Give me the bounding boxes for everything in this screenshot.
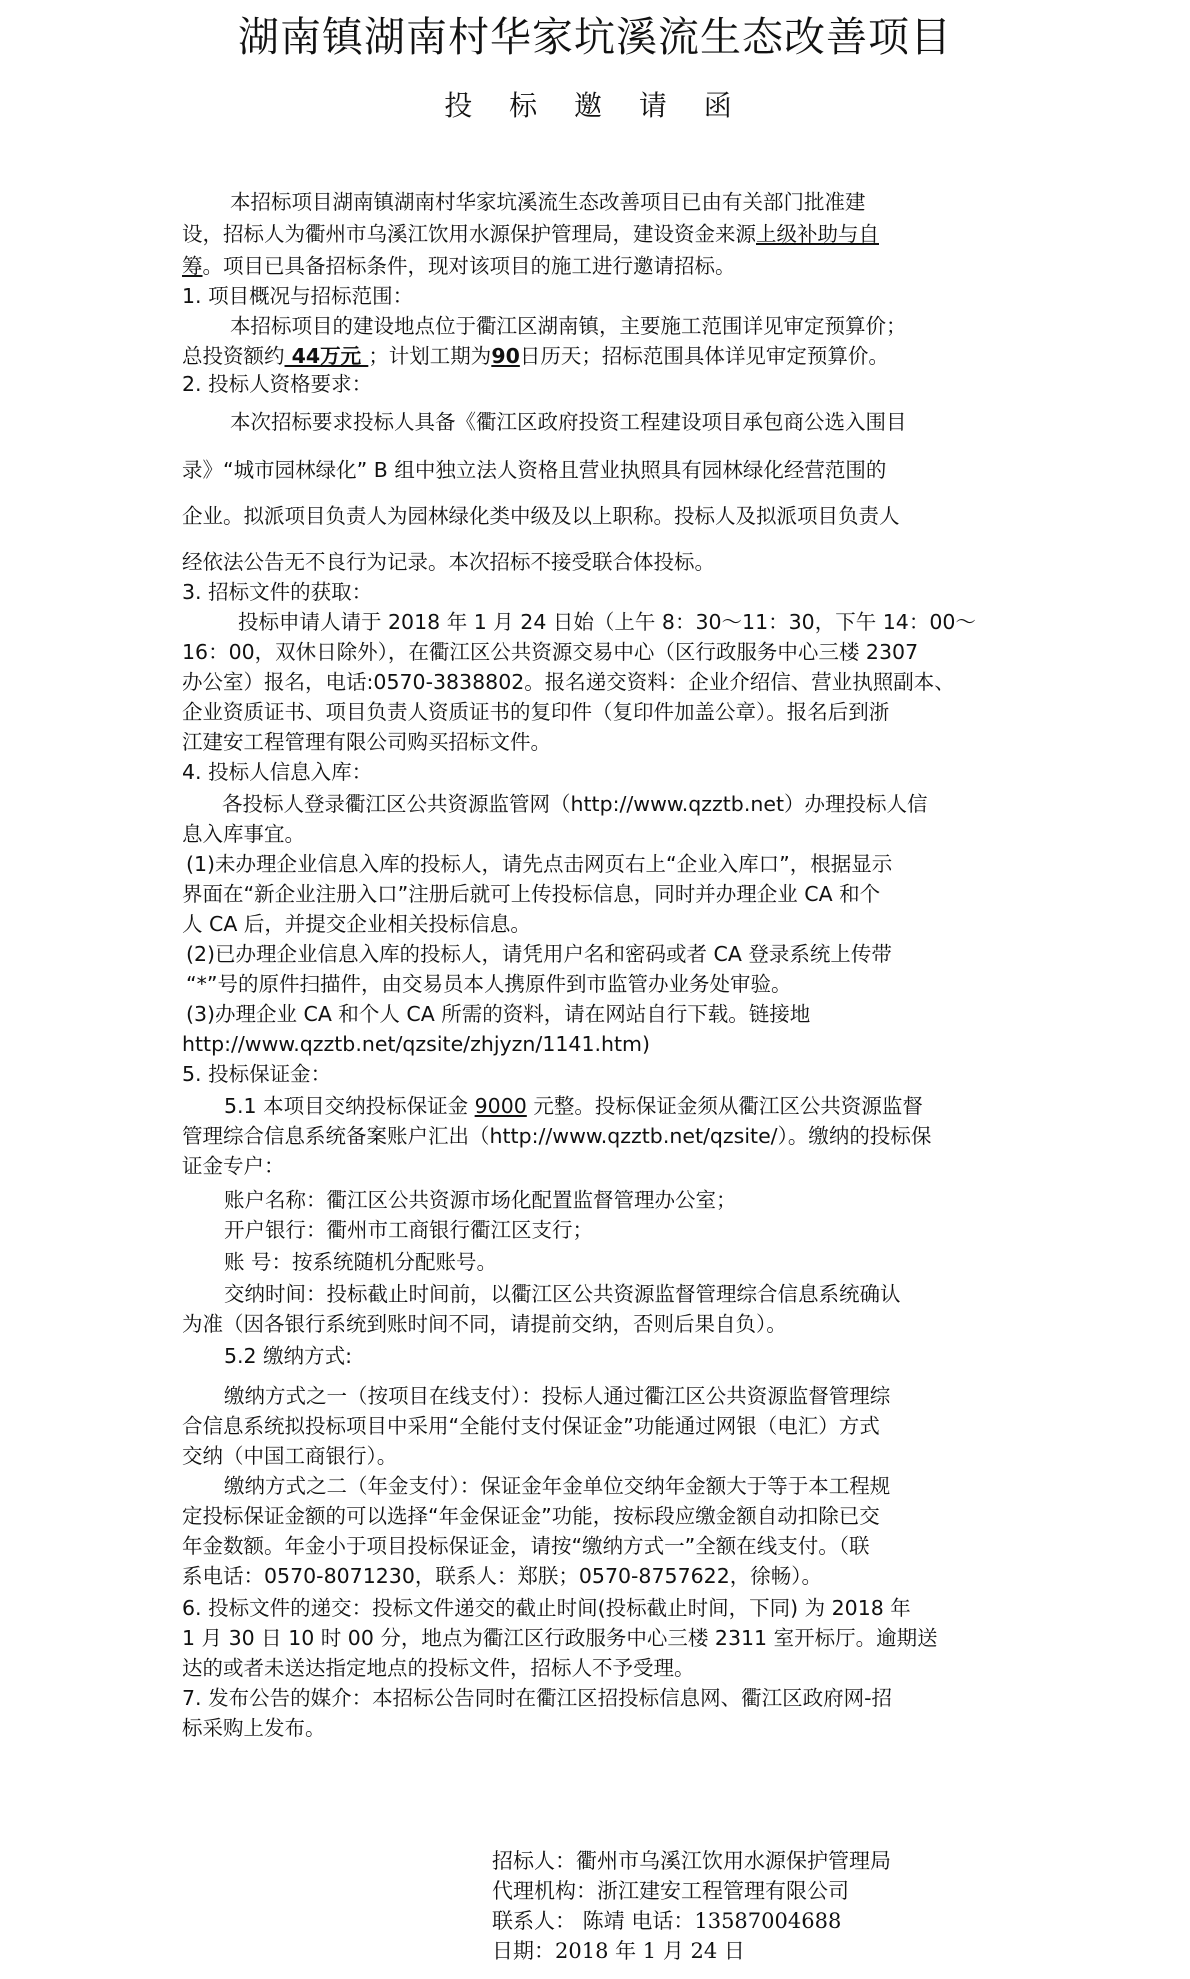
section-2-line-1: 本次招标要求投标人具备《衢江区政府投资工程建设项目承包商公选入围目	[230, 410, 907, 434]
section-5-line-14: 定投标保证金额的可以选择“年金保证金”功能，按标段应缴金额自动扣除已交	[182, 1504, 880, 1528]
section-5-line-16: 系电话：0570-8071230，联系人：郑朕；0570-8757622，徐畅）。	[182, 1564, 822, 1588]
section-6-line-3: 达的或者未送达指定地点的投标文件，招标人不予受理。	[182, 1656, 695, 1680]
bank-name: 开户银行：衢州市工商银行衢江区支行；	[224, 1218, 593, 1242]
signature-contact: 联系人： 陈靖 电话：13587004688	[492, 1909, 842, 1933]
section-5-line-7: 交纳时间：投标截止时间前，以衢江区公共资源监督管理综合信息系统确认	[224, 1282, 901, 1306]
document-subtitle: 投 标 邀 请 函	[444, 89, 746, 122]
section-4-line-2: 息入库事宜。	[182, 822, 305, 846]
section-4-line-4: 界面在“新企业注册入口”注册后就可上传投标信息，同时并办理企业 CA 和个	[182, 882, 881, 906]
investment-amount: 44万元	[284, 344, 369, 368]
section-1-line-1: 本招标项目的建设地点位于衢江区湖南镇，主要施工范围详见审定预算价；	[230, 314, 907, 338]
intro-line-3: 筹。项目已具备招标条件，现对该项目的施工进行邀请招标。	[182, 254, 736, 278]
signature-tenderer: 招标人：衢州市乌溪江饮用水源保护管理局	[492, 1849, 891, 1873]
section-7-line-2: 标采购上发布。	[182, 1716, 326, 1740]
section-4-line-5: 人 CA 后，并提交企业相关投标信息。	[182, 912, 531, 936]
section-7-line-1: 7. 发布公告的媒介：本招标公告同时在衢江区招投标信息网、衢江区政府网-招	[182, 1686, 892, 1710]
section-4-line-3: (1)未办理企业信息入库的投标人，请先点击网页右上“企业入库口”，根据显示	[186, 852, 893, 876]
section-4-line-6: (2)已办理企业信息入库的投标人，请凭用户名和密码或者 CA 登录系统上传带	[186, 942, 892, 966]
section-1-heading: 1. 项目概况与招标范围：	[182, 284, 414, 308]
document-title: 湖南镇湖南村华家坑溪流生态改善项目	[238, 13, 952, 61]
section-2-line-3: 企业。拟派项目负责人为园林绿化类中级及以上职称。投标人及拟派项目负责人	[182, 504, 900, 528]
section-5-line-2: 管理综合信息系统备案账户汇出（http://www.qzztb.net/qzsite/）。缴纳的投标保	[182, 1124, 932, 1148]
section-1-line-2: 总投资额约 44万元 ；计划工期为90日历天；招标范围具体详见审定预算价。	[182, 344, 889, 368]
signature-date: 日期：2018 年 1 月 24 日	[492, 1939, 745, 1963]
section-5-line-15: 年金数额。年金小于项目投标保证金，请按“缴纳方式一”全额在线支付。（联	[182, 1534, 870, 1558]
account-number: 账 号：按系统随机分配账号。	[224, 1250, 498, 1274]
section-5-line-10: 缴纳方式之一（按项目在线支付）：投标人通过衢江区公共资源监督管理综	[224, 1384, 891, 1408]
section-4-line-8: (3)办理企业 CA 和个人 CA 所需的资料，请在网站自行下载。链接地	[186, 1002, 811, 1026]
section-5-line-13: 缴纳方式之二（年金支付）：保证金年金单位交纳年金额大于等于本工程规	[224, 1474, 891, 1498]
section-3-heading: 3. 招标文件的获取：	[182, 580, 373, 604]
section-3-line-4: 企业资质证书、项目负责人资质证书的复印件（复印件加盖公章）。报名后到浙	[182, 700, 890, 724]
section-3-line-1: 投标申请人请于 2018 年 1 月 24 日始（上午 8：30～11：30，下午 14：00～	[238, 610, 976, 634]
section-6-line-2: 1 月 30 日 10 时 00 分，地点为衢江区行政服务中心三楼 2311 室开标厅。逾期送	[182, 1626, 938, 1650]
intro-line-2: 设，招标人为衢州市乌溪江饮用水源保护管理局，建设资金来源上级补助与自	[182, 222, 879, 246]
deposit-amount: 9000	[474, 1094, 527, 1118]
section-5-2-heading: 5.2 缴纳方式:	[224, 1344, 353, 1368]
section-5-line-8: 为准（因各银行系统到账时间不同，请提前交纳，否则后果自负）。	[182, 1312, 787, 1336]
section-4-line-7: “*”号的原件扫描件，由交易员本人携原件到市监管办业务处审验。	[186, 972, 792, 996]
intro-line-1: 本招标项目湖南镇湖南村华家坑溪流生态改善项目已由有关部门批准建	[230, 190, 866, 214]
section-2-line-2: 录》“城市园林绿化” B 组中独立法人资格且营业执照具有园林绿化经营范围的	[182, 458, 887, 482]
section-2-line-4: 经依法公告无不良行为记录。本次招标不接受联合体投标。	[182, 550, 715, 574]
duration-days: 90	[491, 344, 520, 368]
funding-source: 上级补助与自	[756, 222, 879, 246]
section-5-line-12: 交纳（中国工商银行）。	[182, 1444, 398, 1468]
signature-agency: 代理机构：浙江建安工程管理有限公司	[492, 1879, 849, 1903]
section-4-link[interactable]: http://www.qzztb.net/qzsite/zhjyzn/1141.htm)	[182, 1032, 651, 1056]
section-4-heading: 4. 投标人信息入库：	[182, 760, 373, 784]
section-5-line-11: 合信息系统拟投标项目中采用“全能付支付保证金”功能通过网银（电汇）方式	[182, 1414, 880, 1438]
section-7-heading: 7. 发布公告的媒介：	[182, 1686, 373, 1710]
section-2-heading: 2. 投标人资格要求：	[182, 372, 373, 396]
account-name: 账户名称：衢江区公共资源市场化配置监督管理办公室；	[224, 1188, 737, 1212]
section-6-heading: 6. 投标文件的递交：	[182, 1596, 373, 1620]
section-3-line-5: 江建安工程管理有限公司购买招标文件。	[182, 730, 551, 754]
section-5-line-1: 5.1 本项目交纳投标保证金 9000 元整。投标保证金须从衢江区公共资源监督	[224, 1094, 923, 1118]
section-5-line-3: 证金专户：	[182, 1154, 285, 1178]
section-4-line-1: 各投标人登录衢江区公共资源监管网（http://www.qzztb.net）办理投标人信	[222, 792, 928, 816]
section-3-line-3: 办公室）报名，电话:0570-3838802。报名递交资料：企业介绍信、营业执照副本、	[182, 670, 955, 694]
section-3-line-2: 16：00，双休日除外），在衢江区公共资源交易中心（区行政服务中心三楼 2307	[182, 640, 919, 664]
section-5-heading: 5. 投标保证金：	[182, 1062, 332, 1086]
section-6-line-1: 6. 投标文件的递交：投标文件递交的截止时间(投标截止时间，下同) 为 2018 年	[182, 1596, 911, 1620]
